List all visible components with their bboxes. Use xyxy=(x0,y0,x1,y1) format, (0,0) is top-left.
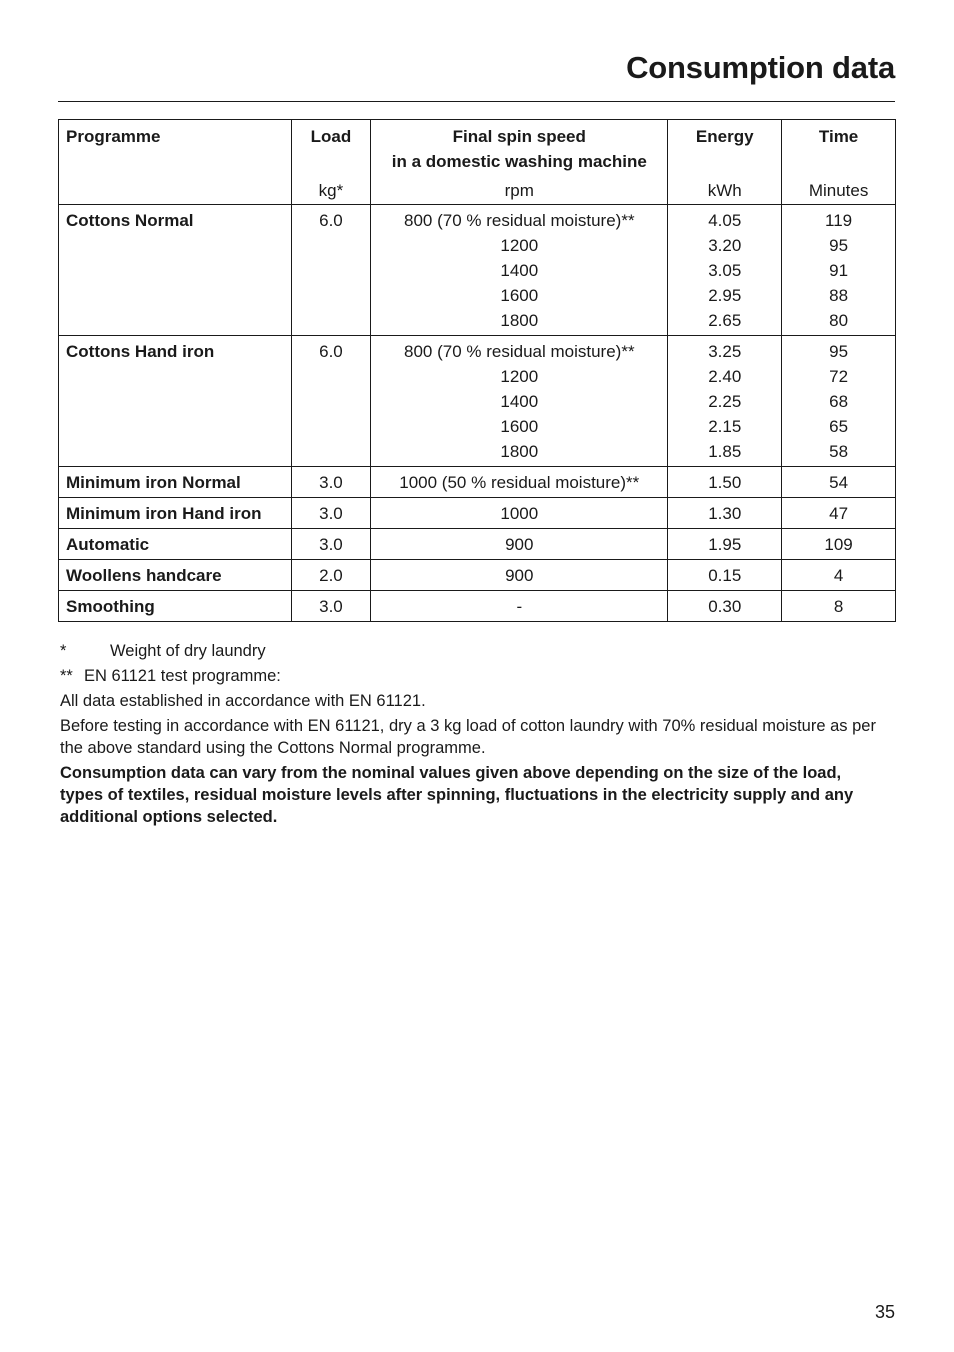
cell-energy-value: 1.85 xyxy=(708,442,742,461)
cell-time-value: 47 xyxy=(829,504,849,523)
cell-energy-value: 2.95 xyxy=(708,286,742,305)
cell-spin-speed xyxy=(371,467,668,498)
cell-energy-value: 4.05 xyxy=(708,211,742,230)
footnote-mark-single: * xyxy=(60,642,67,660)
cell-spin-speed-value: 1800 xyxy=(500,311,539,330)
cell-time-value: 91 xyxy=(829,261,849,280)
cell-spin-speed-value: 1000 xyxy=(500,504,539,523)
cell-spin-speed-value: 900 xyxy=(505,535,534,554)
page-title: Consumption data xyxy=(626,50,895,85)
footnote-test-programme-text: EN 61121 test programme: xyxy=(84,667,281,685)
cell-time-value: 54 xyxy=(829,473,849,492)
cell-spin-speed-value: 1800 xyxy=(500,442,539,461)
cell-energy-value: 3.20 xyxy=(708,236,742,255)
header-energy xyxy=(668,120,782,205)
cell-spin-speed-value: - xyxy=(516,597,523,616)
cell-energy xyxy=(668,205,782,336)
table-body xyxy=(59,205,896,622)
header-time-label: Time xyxy=(818,127,859,146)
table-row xyxy=(59,336,896,467)
cell-load: 3.0 xyxy=(291,498,371,529)
cell-time xyxy=(782,560,896,591)
cell-energy-value: 1.50 xyxy=(708,473,742,492)
cell-spin-speed-value: 1000 (50 % residual moisture)** xyxy=(399,473,640,492)
cell-load: 6.0 xyxy=(291,336,371,467)
table-header-row xyxy=(59,120,896,205)
cell-programme: Woollens handcare xyxy=(59,560,292,591)
cell-time-value: 8 xyxy=(833,597,844,616)
cell-spin-speed-value: 800 (70 % residual moisture)** xyxy=(404,342,635,361)
cell-time-value: 109 xyxy=(824,535,853,554)
footnote-weight-text: Weight of dry laundry xyxy=(110,642,266,660)
cell-energy-value: 3.05 xyxy=(708,261,742,280)
cell-programme: Automatic xyxy=(59,529,292,560)
table-row xyxy=(59,560,896,591)
cell-time-value: 95 xyxy=(829,236,849,255)
table-row xyxy=(59,498,896,529)
cell-programme: Minimum iron Normal xyxy=(59,467,292,498)
cell-time-value: 88 xyxy=(829,286,849,305)
cell-time-value: 80 xyxy=(829,311,849,330)
cell-time-value: 65 xyxy=(829,417,849,436)
note-testing: Before testing in accordance with EN 61121, dry a 3 kg load of cotton laundry with 70% residual moisture as per the above standard using the Cottons Normal programme. xyxy=(60,717,876,757)
cell-spin-speed-value: 1600 xyxy=(500,417,539,436)
header-energy-unit: kWh xyxy=(707,181,742,200)
cell-energy-value: 0.30 xyxy=(708,597,742,616)
cell-load: 2.0 xyxy=(291,560,371,591)
cell-spin-speed xyxy=(371,529,668,560)
cell-time-value: 58 xyxy=(829,442,849,461)
header-programme-label: Programme xyxy=(66,127,161,146)
table-row xyxy=(59,591,896,622)
cell-energy xyxy=(668,560,782,591)
cell-programme: Smoothing xyxy=(59,591,292,622)
cell-time-value: 4 xyxy=(833,566,844,585)
cell-energy-value: 0.15 xyxy=(708,566,742,585)
cell-programme: Cottons Normal xyxy=(59,205,292,336)
cell-spin-speed-value: 1400 xyxy=(500,261,539,280)
cell-spin-speed xyxy=(371,205,668,336)
cell-spin-speed-value: 900 xyxy=(505,566,534,585)
cell-programme: Cottons Hand iron xyxy=(59,336,292,467)
cell-time xyxy=(782,467,896,498)
header-load-label: Load xyxy=(310,127,352,146)
cell-energy-value: 1.95 xyxy=(708,535,742,554)
footnote-test-programme xyxy=(60,665,880,687)
cell-load: 6.0 xyxy=(291,205,371,336)
title-divider xyxy=(58,101,895,102)
header-spin-label-2: in a domestic washing machine xyxy=(391,152,647,171)
cell-time xyxy=(782,205,896,336)
cell-energy-value: 1.30 xyxy=(708,504,742,523)
cell-energy-value: 3.25 xyxy=(708,342,742,361)
header-load-unit: kg* xyxy=(318,181,344,200)
cell-energy-value: 2.25 xyxy=(708,392,742,411)
cell-spin-speed xyxy=(371,560,668,591)
cell-energy xyxy=(668,336,782,467)
cell-energy-value: 2.40 xyxy=(708,367,742,386)
header-time-unit: Minutes xyxy=(808,181,869,200)
cell-spin-speed xyxy=(371,591,668,622)
cell-energy xyxy=(668,498,782,529)
consumption-table xyxy=(58,119,896,622)
cell-load: 3.0 xyxy=(291,529,371,560)
cell-energy-value: 2.65 xyxy=(708,311,742,330)
header-energy-label: Energy xyxy=(695,127,754,146)
cell-load: 3.0 xyxy=(291,591,371,622)
note-standard: All data established in accordance with EN 61121. xyxy=(60,692,426,710)
header-spin-label-1: Final spin speed xyxy=(452,127,586,146)
notes-section xyxy=(60,640,880,831)
cell-energy xyxy=(668,529,782,560)
cell-time-value: 72 xyxy=(829,367,849,386)
cell-time xyxy=(782,591,896,622)
cell-spin-speed xyxy=(371,336,668,467)
header-load xyxy=(291,120,371,205)
cell-spin-speed-value: 1200 xyxy=(500,236,539,255)
cell-time xyxy=(782,529,896,560)
header-spin-unit: rpm xyxy=(504,181,534,200)
cell-energy-value: 2.15 xyxy=(708,417,742,436)
footnote-mark-double: ** xyxy=(60,667,73,685)
cell-energy xyxy=(668,467,782,498)
cell-time xyxy=(782,336,896,467)
cell-time-value: 119 xyxy=(825,211,853,230)
cell-spin-speed xyxy=(371,498,668,529)
cell-time-value: 95 xyxy=(829,342,849,361)
cell-spin-speed-value: 800 (70 % residual moisture)** xyxy=(404,211,635,230)
note-variation-warning: Consumption data can vary from the nominal values given above depending on the size of the load, types of textiles, residual moisture levels after spinning, fluctuations in the electricity supply and any additional options selected. xyxy=(60,764,854,826)
header-spin xyxy=(371,120,668,205)
table-row xyxy=(59,467,896,498)
cell-time xyxy=(782,498,896,529)
table-row xyxy=(59,205,896,336)
table-row xyxy=(59,529,896,560)
header-time xyxy=(782,120,896,205)
cell-spin-speed-value: 1200 xyxy=(500,367,539,386)
cell-spin-speed-value: 1400 xyxy=(500,392,539,411)
cell-programme: Minimum iron Hand iron xyxy=(59,498,292,529)
footnote-weight xyxy=(60,640,880,662)
cell-energy xyxy=(668,591,782,622)
cell-spin-speed-value: 1600 xyxy=(500,286,539,305)
cell-time-value: 68 xyxy=(829,392,849,411)
page-number: 35 xyxy=(874,1302,895,1322)
cell-load: 3.0 xyxy=(291,467,371,498)
header-programme xyxy=(59,120,292,205)
